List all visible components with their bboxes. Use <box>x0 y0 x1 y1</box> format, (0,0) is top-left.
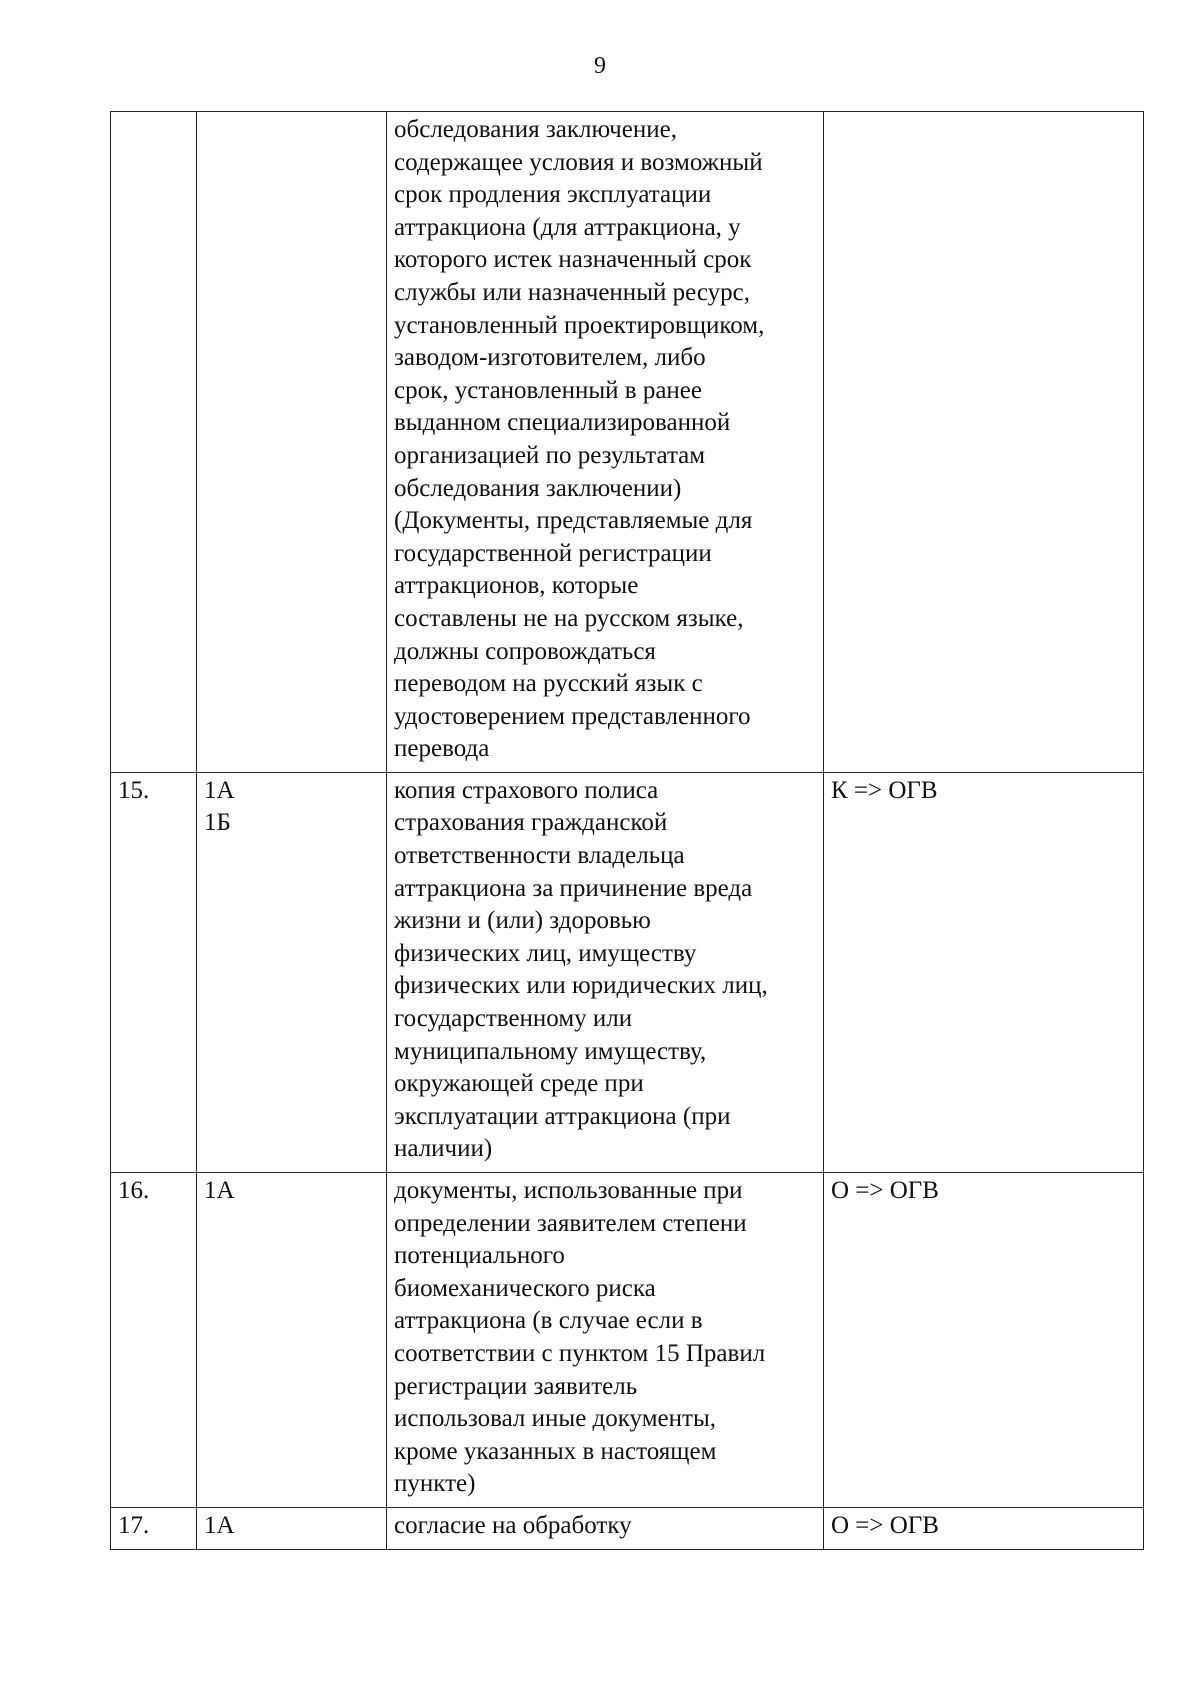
document-type: О => ОГВ <box>831 1177 939 1204</box>
category-cell <box>197 1173 387 1508</box>
document-table <box>110 111 1144 1550</box>
document-cell <box>387 772 824 1172</box>
table-row <box>111 772 1144 1172</box>
table-row <box>111 1507 1144 1549</box>
row-number-cell <box>111 772 197 1172</box>
category: 1А <box>204 1177 235 1204</box>
document-cell <box>387 112 824 773</box>
category-cell <box>197 112 387 773</box>
document-cell <box>387 1507 824 1549</box>
table-row <box>111 1173 1144 1508</box>
row-number: 17. <box>118 1511 150 1539</box>
document-type: О => ОГВ <box>831 1511 939 1539</box>
document-description: обследования заключение, содержащее условия и возможный срок продления эксплуатации аттракциона (для аттракциона, у которого истек назначенный срок службы или назначенный ресурс, установленный проектировщиком, заводом-изготовителем, либо срок, установленный в ранее выданном специализированной организацией по результатам обследования заключении) (Документы, представляемые для государственной регистрации аттракционов, которые составлены не на русском языке, должны сопровождаться переводом на русский язык с удостоверением представленного перевода <box>394 116 765 763</box>
document-description: документы, использованные при определении заявителем степени потенциального биомеханического риска аттракциона (в случае если в соответствии с пунктом 15 Правил регистрации заявитель использовал иные документы, кроме указанных в настоящем пункте) <box>394 1177 766 1498</box>
category: 1А <box>204 1511 235 1539</box>
row-number-cell <box>111 1507 197 1549</box>
document-type: К => ОГВ <box>831 776 938 804</box>
row-number-cell <box>111 112 197 773</box>
table-row <box>111 112 1144 773</box>
type-cell <box>824 772 1144 1172</box>
page-number: 9 <box>594 53 606 79</box>
category-cell <box>197 772 387 1172</box>
type-cell <box>824 1173 1144 1508</box>
row-number: 15. <box>118 776 150 804</box>
category: 1А 1Б <box>204 776 235 837</box>
document-description: копия страхового полиса страхования гражданской ответственности владельца аттракциона за причинение вреда жизни и (или) здоровью физических лиц, имуществу физических или юридических лиц, государственному или муниципальному имуществу, окружающей среде при эксплуатации аттракциона (при наличии) <box>394 776 768 1163</box>
category-cell <box>197 1507 387 1549</box>
row-number-cell <box>111 1173 197 1508</box>
document-description: согласие на обработку <box>394 1511 632 1539</box>
type-cell <box>824 1507 1144 1549</box>
row-number: 16. <box>118 1177 150 1204</box>
document-cell <box>387 1173 824 1508</box>
type-cell <box>824 112 1144 773</box>
